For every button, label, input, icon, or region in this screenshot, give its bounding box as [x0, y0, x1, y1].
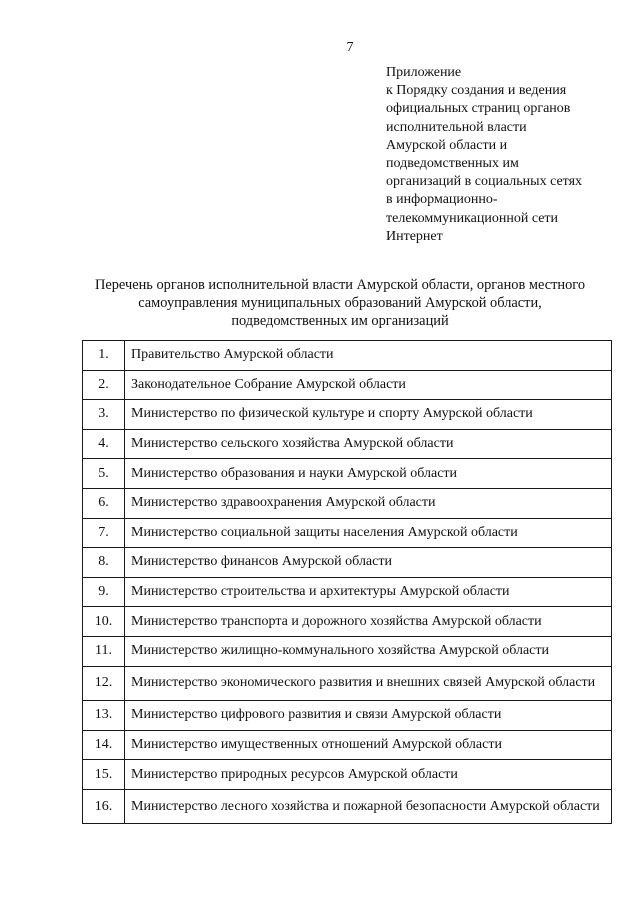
list-title-line: Перечень органов исполнительной власти Амурской области, органов местного	[94, 277, 586, 293]
row-number: 14.	[83, 730, 125, 760]
table-row	[83, 341, 612, 371]
table-row	[83, 789, 612, 824]
organization-name: Министерство строительства и архитектуры Амурской области	[125, 577, 612, 607]
organization-name: Законодательное Собрание Амурской области	[125, 370, 612, 400]
appendix-line: к Порядку создания и ведения	[386, 83, 567, 99]
organization-name: Министерство лесного хозяйства и пожарной безопасности Амурской области	[125, 789, 612, 824]
row-number: 5.	[83, 459, 125, 489]
appendix-line: организаций в социальных сетях	[386, 174, 583, 190]
organization-name: Министерство социальной защиты населения Амурской области	[125, 518, 612, 548]
row-number: 9.	[83, 577, 125, 607]
row-number: 4.	[83, 429, 125, 459]
row-number: 16.	[83, 789, 125, 824]
organization-name: Министерство финансов Амурской области	[125, 548, 612, 578]
table-row	[83, 607, 612, 637]
row-number: 15.	[83, 760, 125, 790]
organization-name: Министерство цифрового развития и связи Амурской области	[125, 701, 612, 731]
organization-name: Министерство по физической культуре и спорту Амурской области	[125, 400, 612, 430]
appendix-line: подведомственных им	[386, 156, 519, 172]
table-row	[83, 370, 612, 400]
list-title-line: самоуправления муниципальных образований Амурской области,	[138, 295, 542, 311]
appendix-line: в информационно-	[386, 192, 498, 208]
table-row	[83, 666, 612, 701]
organization-name: Министерство транспорта и дорожного хозяйства Амурской области	[125, 607, 612, 637]
organization-name: Министерство имущественных отношений Амурской области	[125, 730, 612, 760]
row-number: 11.	[83, 636, 125, 666]
appendix-line: телекоммуникационной сети	[386, 210, 559, 226]
row-number: 1.	[83, 341, 125, 371]
organization-name: Министерство жилищно-коммунального хозяйства Амурской области	[125, 636, 612, 666]
organization-name: Правительство Амурской области	[125, 341, 612, 371]
appendix-note	[386, 64, 626, 246]
row-number: 3.	[83, 400, 125, 430]
table-row	[83, 518, 612, 548]
organization-name: Министерство образования и науки Амурской области	[125, 459, 612, 489]
list-title-line: подведомственных им организаций	[231, 313, 449, 329]
appendix-line: Амурской области и	[386, 137, 508, 153]
appendix-line: Приложение	[386, 65, 462, 80]
table-row	[83, 730, 612, 760]
table-row	[83, 429, 612, 459]
row-number: 6.	[83, 488, 125, 518]
page-number: 7	[346, 40, 354, 55]
row-number: 8.	[83, 548, 125, 578]
organization-name: Министерство природных ресурсов Амурской области	[125, 760, 612, 790]
appendix-line: Интернет	[386, 228, 443, 244]
row-number: 12.	[83, 666, 125, 701]
table-row	[83, 760, 612, 790]
table-row	[83, 459, 612, 489]
row-number: 7.	[83, 518, 125, 548]
organization-name: Министерство сельского хозяйства Амурской области	[125, 429, 612, 459]
table-row	[83, 400, 612, 430]
table-row	[83, 577, 612, 607]
table-row	[83, 636, 612, 666]
table-row	[83, 701, 612, 731]
table-row	[83, 548, 612, 578]
organization-name: Министерство здравоохранения Амурской области	[125, 488, 612, 518]
row-number: 13.	[83, 701, 125, 731]
row-number: 10.	[83, 607, 125, 637]
organizations-table	[82, 340, 612, 824]
list-title	[60, 276, 620, 330]
appendix-line: официальных страниц органов	[386, 101, 571, 117]
appendix-line: исполнительной власти	[386, 119, 527, 135]
table-row	[83, 488, 612, 518]
organization-name: Министерство экономического развития и внешних связей Амурской области	[125, 666, 612, 701]
row-number: 2.	[83, 370, 125, 400]
